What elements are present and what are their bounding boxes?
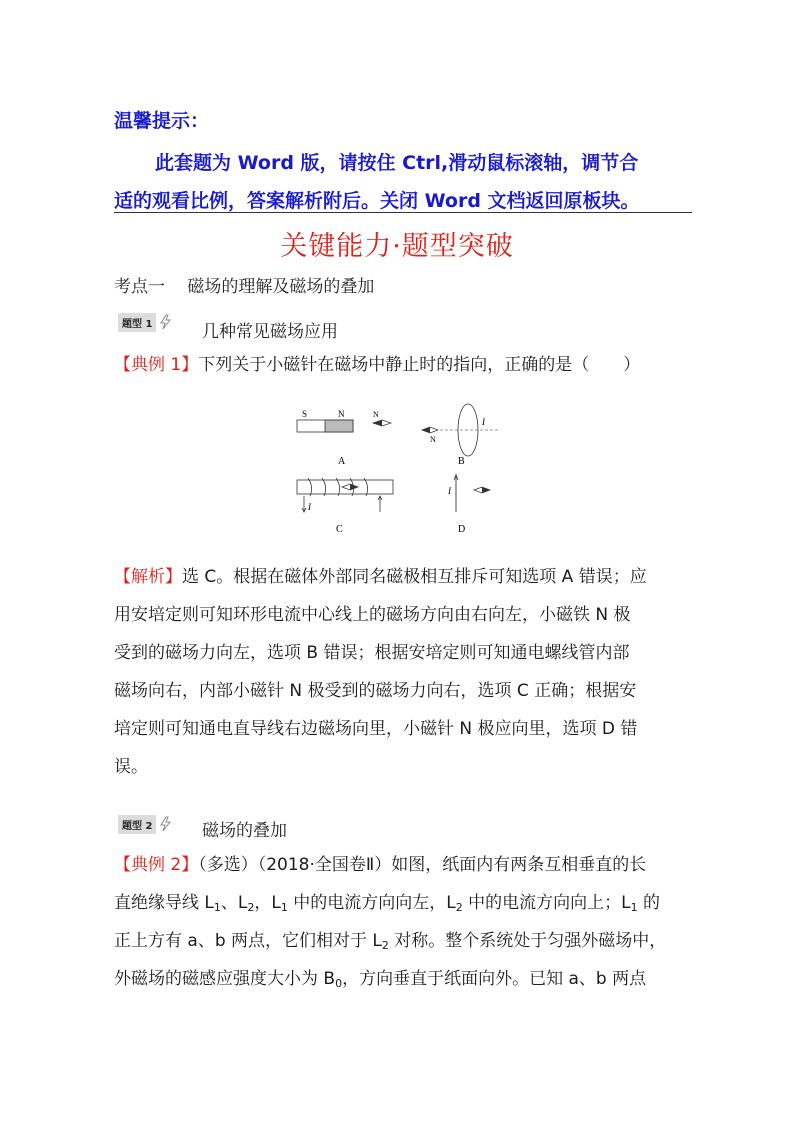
label-a: A (338, 456, 346, 467)
solution-line-2: 用安培定则可知环形电流中心线上的磁场方向由右向左，小磁铁 N 极 (114, 605, 631, 625)
example-2 (114, 846, 684, 998)
label-b: B (458, 456, 465, 467)
tip-title: 温馨提示： (114, 110, 210, 132)
label-c: C (336, 524, 343, 535)
example-question: 下列关于小磁针在磁场中静止时的指向，正确的是（ ） (198, 355, 641, 375)
needle-n-label-a: N (373, 410, 379, 419)
example2-line-2: 直绝缘导线 $L_1$、$L_2$，$L_1$ 中的电流方向向左，$L_2$ 中的电流方向向上；$L_1$ 的 (114, 893, 660, 914)
tip-line-1: 此套题为 Word 版，请按住 Ctrl,滑动鼠标滚轴，调节合 (155, 152, 639, 174)
figure-option-d (447, 474, 490, 535)
figure-option-a (297, 409, 391, 467)
figure-option-b (422, 404, 500, 467)
solution-line-6: 误。 (114, 757, 148, 777)
solution-line-3: 受到的磁场力向左，选项 B 错误；根据安培定则可知通电螺线管内部 (114, 643, 630, 663)
label-d: D (458, 524, 466, 535)
type-badge-2 (118, 814, 172, 834)
type-badge-label: 题型 2 (118, 815, 156, 834)
tip-line-2: 适的观看比例，答案解析附后。关闭 Word 文档返回原板块。 (114, 190, 640, 212)
current-label-c: I (308, 502, 311, 512)
solution-line-4: 磁场向右，内部小磁针 N 极受到的磁场力向右，选项 C 正确；根据安 (114, 681, 637, 701)
solution-block (114, 558, 684, 786)
magnet-figure (280, 398, 520, 546)
magnet-n-label: N (338, 409, 345, 419)
type-badge-1 (118, 312, 172, 332)
lightning-icon (158, 314, 172, 330)
figure-option-c (297, 478, 393, 535)
lightning-icon (158, 816, 172, 832)
topic-heading: 考点一 磁场的理解及磁场的叠加 (114, 277, 375, 297)
example-tag: 【典例 1】 (114, 355, 199, 375)
needle-n-label-b: N (430, 435, 436, 444)
example-tag: 【典例 2】 (114, 855, 199, 875)
example2-line-4: 外磁场的磁感应强度大小为 $B_0$，方向垂直于纸面向外。已知 a、b 两点 (114, 969, 647, 990)
solution-line-5: 培定则可知通电直导线右边磁场向里，小磁针 N 极应向里，选项 D 错 (114, 719, 638, 739)
magnet-s-label: S (302, 409, 308, 419)
type-badge-label: 题型 1 (118, 313, 156, 332)
section-title: 关键能力·题型突破 (280, 231, 514, 262)
solution-tag: 【解析】 (114, 567, 182, 587)
current-label-b: I (482, 417, 485, 427)
example-1 (114, 346, 684, 384)
current-label-d: I (448, 486, 451, 496)
solution-line-1: 选 C。根据在磁体外部同名磁极相互排斥可知选项 A 错误；应 (182, 567, 647, 587)
type-title-2: 磁场的叠加 (202, 821, 287, 841)
example2-line-3: 正上方有 a、b 两点，它们相对于 $L_2$ 对称。整个系统处于匀强外磁场中， (114, 931, 667, 952)
tip-underline (114, 212, 692, 213)
example2-line-1: （多选）（2018·全国卷Ⅱ）如图，纸面内有两条互相垂直的长 (198, 855, 647, 875)
type-title-1: 几种常见磁场应用 (202, 322, 338, 342)
